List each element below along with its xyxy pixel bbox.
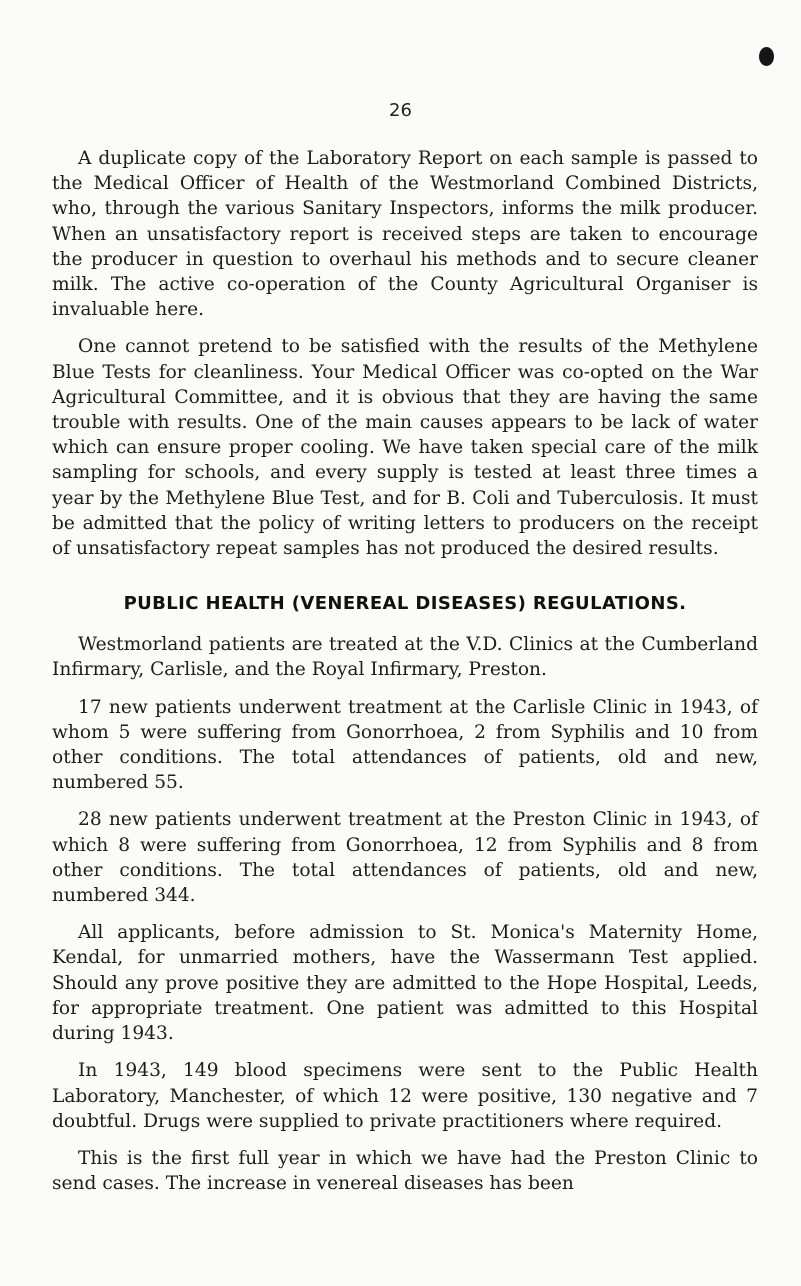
paragraph-methylene-blue-tests: One cannot pretend to be satisfied with the results of the Methylene Blue Tests for cleanliness. Your Medical Officer was co-opted on the War Agricultural Committee, and it is obvious that they are having the same trouble with results. One of the main causes appears to be lack of water which can ensure proper cooling. We have taken special care of the milk sampling for schools, and every supply is tested at least three times a year by the Methylene Blue Test, and for B. Coli and Tuberculosis. It must be admitted that the policy of writing letters to producers on the receipt of unsatisfactory repeat samples has not produced the desired results. [52,336,758,560]
paragraph-laboratory-report: A duplicate copy of the Laboratory Report on each sample is passed to the Medical Officer of Health of the Westmorland Combined Districts, who, through the various Sanitary Inspectors, informs the milk producer. When an unsatisfactory report is received steps are taken to encourage the producer in question to overhaul his methods and to secure cleaner milk. The active co-operation of the County Agricultural Organiser is invaluable here. [52,148,758,321]
page-content [52,146,758,1208]
paragraph-blood-specimens: In 1943, 149 blood specimens were sent to the Public Health Laboratory, Manchester, of which 12 were positive, 130 negative and 7 doubtful. Drugs were supplied to private practitioners where required. [52,1060,758,1132]
page-number: 26 [389,100,412,121]
paragraph-carlisle-clinic: 17 new patients underwent treatment at the Carlisle Clinic in 1943, of whom 5 were suffering from Gonorrhoea, 2 from Syphilis and 10 from other conditions. The total attendances of patients, old and new, numbered 55. [52,696,758,794]
paragraph-preston-clinic: 28 new patients underwent treatment at the Preston Clinic in 1943, of which 8 were suffering from Gonorrhoea, 12 from Syphilis and 8 from other conditions. The total attendances of patients, old and new, numbered 344. [52,809,758,907]
punch-hole-mark [759,47,774,66]
paragraph-maternity-home: All applicants, before admission to St. Monica's Maternity Home, Kendal, for unmarried mothers, have the Wassermann Test applied. Should any prove positive they are admitted to the Hope Hospital, Leeds, for appropriate treatment. One patient was admitted to this Hospital during 1943. [52,922,758,1045]
paragraph-first-full-year: This is the first full year in which we have had the Preston Clinic to send cases. The increase in venereal diseases has been [52,1147,758,1195]
paragraph-vd-clinics: Westmorland patients are treated at the V.D. Clinics at the Cumberland Infirmary, Carlisle, and the Royal Infirmary, Preston. [52,634,758,681]
section-heading-venereal-diseases: PUBLIC HEALTH (VENEREAL DISEASES) REGULATIONS. [123,593,687,615]
